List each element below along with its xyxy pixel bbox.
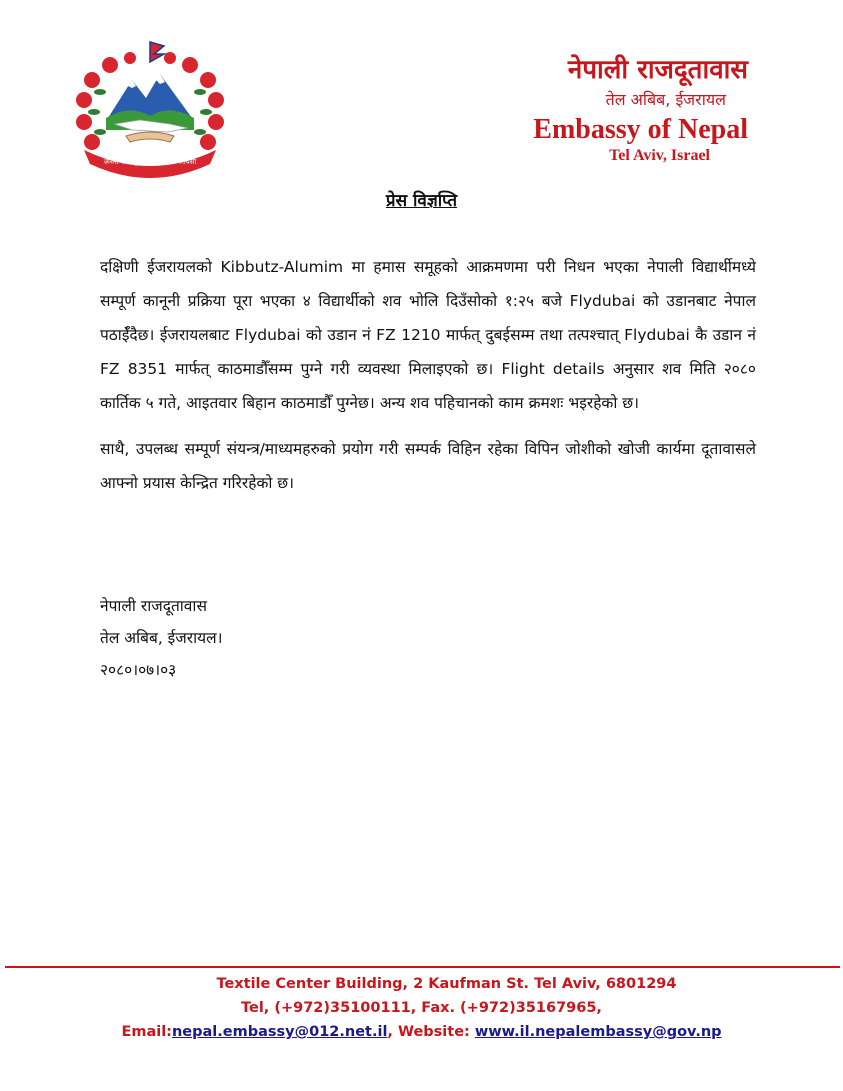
embassy-location-nepali: तेल अबिब, ईजरायल xyxy=(605,90,726,109)
footer-contact xyxy=(0,1020,843,1044)
paragraph: साथै, उपलब्ध सम्पूर्ण संयन्त्र/माध्यमहरुको प्रयोग गरी सम्पर्क विहिन रहेका विपिन जोशीको खोजी कार्यमा दूतावासले आफ्नो प्रयास केन्द्रित गरिरहेको छ। xyxy=(100,440,756,492)
footer-address: Textile Center Building, 2 Kaufman St. Tel Aviv, 6801294 xyxy=(216,976,677,992)
signature-org: नेपाली राजदूतावास xyxy=(100,597,207,615)
signature-date: २०८०।०७।०३ xyxy=(100,661,177,679)
press-release-body xyxy=(100,250,756,512)
footer xyxy=(0,972,843,1044)
email-link[interactable]: nepal.embassy@012.net.il xyxy=(171,1024,388,1040)
footer-phone-fax: Tel, (+972)35100111, Fax. (+972)35167965, xyxy=(241,1000,602,1016)
signature-location: तेल अबिब, ईजरायल। xyxy=(100,629,223,647)
website-link[interactable]: www.il.nepalembassy@gov.np xyxy=(474,1024,722,1040)
emblem-motto: जननी जन्मभूमिश्च स्वर्गादपि गरीयसी xyxy=(103,158,197,166)
document-title: प्रेस विज्ञप्ति xyxy=(385,191,458,211)
embassy-location-english: Tel Aviv, Israel xyxy=(609,147,710,164)
website-label: , Website: xyxy=(387,1024,475,1040)
embassy-name-nepali: नेपाली राजदूतावास xyxy=(567,55,748,85)
paragraph: दक्षिणी ईजरायलको Kibbutz-Alumim मा हमास समूहको आक्रमणमा परी निधन भएका नेपाली विद्यार्थीमध्ये सम्पूर्ण कानूनी प्रक्रिया पूरा भएका ४ विद्यार्थीको शव भोलि दिउँसोको १:२५ बजे Flydubai को उडानबाट नेपाल पठाईँदैछ। ईजरायलबाट Flydubai को उडान नं FZ 1210 मार्फत् दुबईसम्म तथा तत्पश्चात् Flydubai कै उडान नं FZ 8351 मार्फत् काठमाडौँसम्म पुग्ने गरी व्यवस्था मिलाइएको छ। Flight details अनुसार शव मिति २०८० कार्तिक ५ गते, आइतवार बिहान काठमाडौँ पुग्नेछ। अन्य शव पहिचानको काम क्रमशः भइरहेको छ। xyxy=(100,258,756,412)
signature-block xyxy=(100,590,223,686)
letterhead xyxy=(533,52,748,166)
footer-divider xyxy=(5,966,840,968)
embassy-name-english: Embassy of Nepal xyxy=(533,114,748,145)
email-label: Email: xyxy=(121,1024,172,1040)
nepal-emblem xyxy=(70,40,230,180)
